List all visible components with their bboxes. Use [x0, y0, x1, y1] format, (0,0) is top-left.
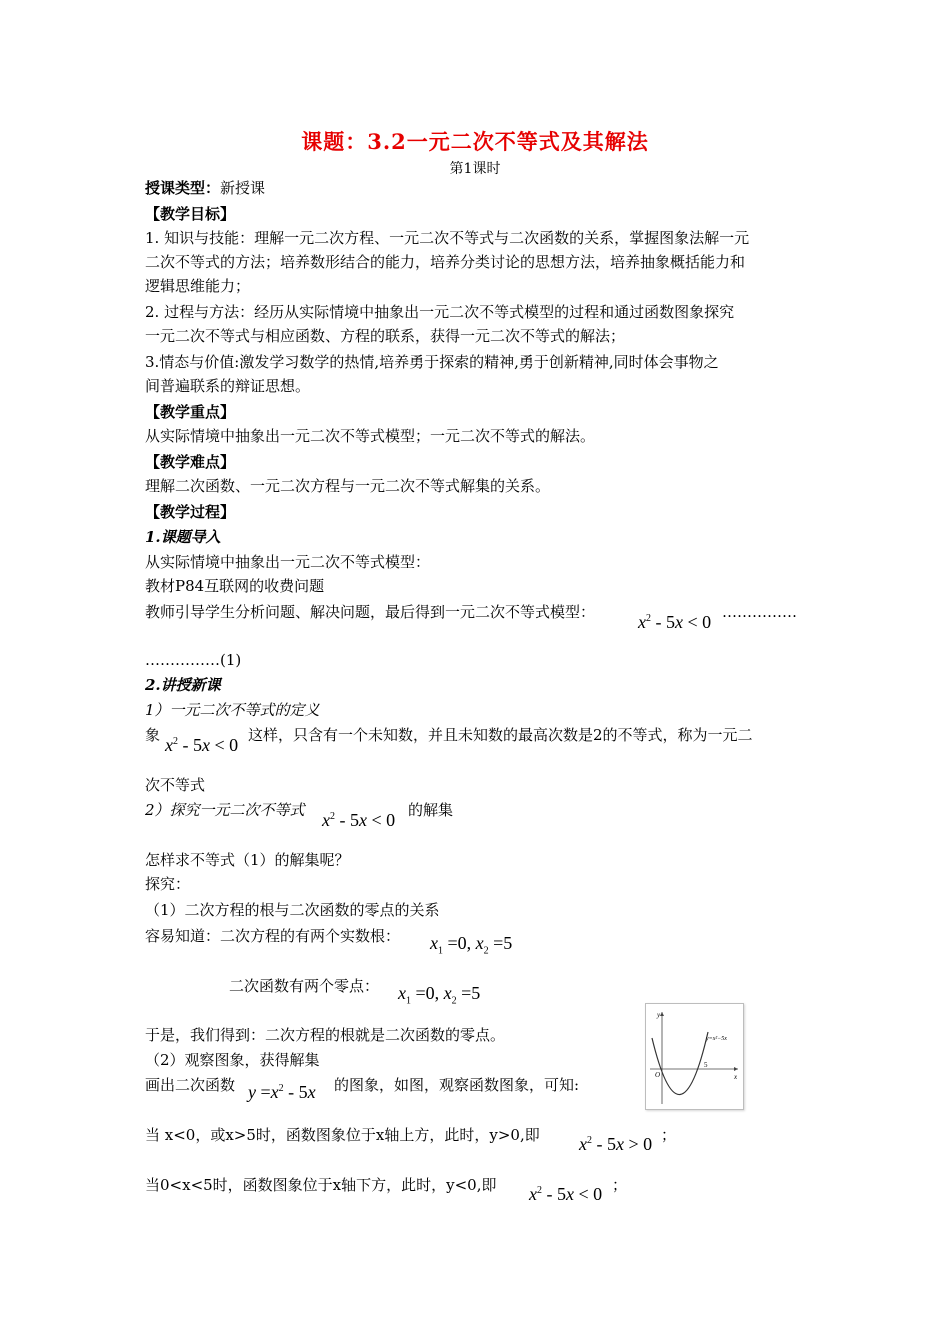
graph-y-label: y — [657, 1011, 661, 1019]
question-text: 怎样求不等式（1）的解集呢？ — [145, 851, 350, 869]
part-2-sub-2-suffix: 的解集 — [408, 801, 454, 819]
explore-1-line-1: 容易知道：二次方程的有两个实数根： — [145, 927, 401, 945]
explore-label: 探究： — [145, 875, 191, 893]
explore-1-line-3: 于是，我们得到：二次方程的根就是二次函数的零点。 — [145, 1026, 506, 1044]
math-x2-5x-gt-0: $x^2 - 5x > 0$ — [579, 1134, 653, 1154]
difficulties-text: 理解二次函数、一元二次方程与一元二次不等式解集的关系。 — [145, 477, 551, 495]
explore-2-heading: （2）观察图象，获得解集 — [145, 1051, 320, 1069]
semicolon-2: ； — [612, 1176, 628, 1194]
math-roots: $x_1 =0$, $x_2 =5$ — [430, 933, 513, 957]
semicolon-1: ； — [661, 1126, 677, 1144]
part-2-sub-2: 2）探究一元二次不等式 — [145, 801, 305, 819]
definition-prefix: 象 — [145, 726, 161, 744]
part-1-line-1: 从实际情境中抽象出一元二次不等式模型： — [145, 553, 431, 571]
explore-1-line-2: 二次函数有两个零点： — [229, 977, 380, 995]
parabola-graph — [645, 1003, 744, 1110]
explore-2-line-3: 当0<x<5时，函数图象位于x轴下方，此时，y<0,即 — [145, 1176, 497, 1194]
part-1-heading: 1.课题导入 — [145, 528, 221, 546]
goal-1-line-2: 二次不等式的方法；培养数形结合的能力，培养分类讨论的思想方法，培养抽象概括能力和 — [145, 253, 746, 271]
section-difficulties: 【教学难点】 — [145, 453, 236, 471]
explore-2-line-1-suffix: 的图象，如图，观察函数图象，可知: — [334, 1076, 580, 1094]
math-zeros: $x_1 =0$, $x_2 =5$ — [398, 983, 481, 1007]
goal-2-line-2: 一元二次不等式与相应函数、方程的联系，获得一元二次不等式的解法； — [145, 327, 626, 345]
dots-trailing: …………… — [722, 603, 797, 621]
goal-2-line-1: 2. 过程与方法：经历从实际情境中抽象出一元二次不等式模型的过程和通过函数图象探究 — [145, 303, 735, 321]
math-definition-inequality: $x^2 - 5x < 0$ — [165, 735, 239, 755]
math-explore-inequality: $x^2 - 5x < 0$ — [322, 810, 396, 830]
part-2-heading: 2.讲授新课 — [145, 676, 221, 694]
section-process: 【教学过程】 — [145, 503, 236, 521]
dots-equation-number: ……………(1) — [145, 651, 242, 669]
subtitle: 第1课时 — [449, 161, 501, 177]
key-points-text: 从实际情境中抽象出一元二次不等式模型；一元二次不等式的解法。 — [145, 427, 596, 445]
definition-text: 这样，只含有一个未知数，并且未知数的最高次数是2的不等式，称为一元二 — [248, 726, 753, 744]
section-key-points: 【教学重点】 — [145, 403, 236, 421]
graph-origin-label: O — [655, 1071, 661, 1079]
lesson-type — [145, 178, 265, 198]
definition-line-2: 次不等式 — [145, 776, 206, 794]
lesson-type-label: 授课类型： — [145, 179, 221, 197]
explore-1-heading: （1）二次方程的根与二次函数的零点的关系 — [145, 901, 440, 919]
lesson-type-value: 新授课 — [220, 179, 266, 197]
graph-curve-label: y=x²−5x — [706, 1036, 727, 1042]
math-x2-5x-lt-0-final: $x^2 - 5x < 0$ — [529, 1184, 603, 1204]
explore-2-line-2: 当 x<0，或x>5时，函数图象位于x轴上方，此时，y>0,即 — [145, 1126, 540, 1144]
explore-2-line-1-prefix: 画出二次函数 — [145, 1076, 236, 1094]
math-function: $y =x^2 - 5x$ — [248, 1082, 316, 1102]
part-2-sub-1: 1）一元二次不等式的定义 — [145, 701, 320, 719]
graph-x-label: x — [734, 1073, 738, 1081]
part-1-line-2: 教材P84互联网的收费问题 — [145, 577, 325, 595]
goal-3-line-1: 3.情态与价值:激发学习数学的热情,培养勇于探索的精神,勇于创新精神,同时体会事物之 — [145, 353, 719, 371]
page-title: 课题：3.2一元二次不等式及其解法 — [301, 129, 649, 154]
goal-3-line-2: 间普遍联系的辩证思想。 — [145, 377, 311, 395]
goal-1-line-1: 1. 知识与技能：理解一元二次方程、一元二次不等式与二次函数的关系，掌握图象法解一元 — [145, 229, 750, 247]
part-1-line-3: 教师引导学生分析问题、解决问题，最后得到一元二次不等式模型： — [145, 603, 596, 621]
graph-tick-5: 5 — [704, 1061, 708, 1069]
math-x2-5x-lt-0: $x^2 - 5x < 0$ — [638, 612, 712, 632]
parabola-graph-svg — [646, 1004, 743, 1109]
section-goals: 【教学目标】 — [145, 205, 236, 223]
goal-1-line-3: 逻辑思维能力； — [145, 277, 251, 295]
